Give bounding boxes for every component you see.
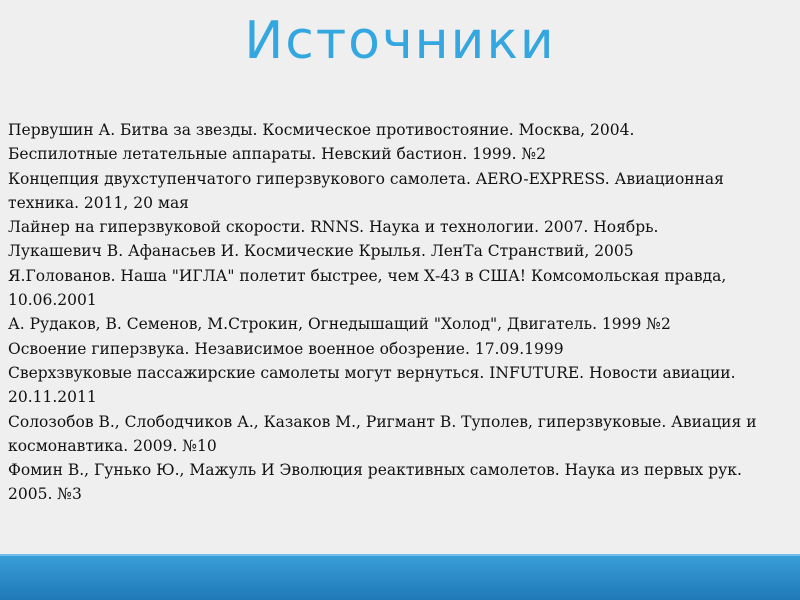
source-item: Лукашевич В. Афанасьев И. Космические Крылья. ЛенТа Странствий, 2005: [8, 242, 634, 261]
source-item: А. Рудаков, В. Семенов, М.Строкин, Огнедышащий "Холод", Двигатель. 1999 №2: [8, 315, 671, 334]
source-item: Концепция двухступенчатого гиперзвукового самолета. AERO-EXPRESS. Авиационная техника. 2011, 20 мая: [8, 169, 724, 212]
slide-title: Источники: [244, 11, 556, 71]
source-item: Беспилотные летательные аппараты. Невский бастион. 1999. №2: [8, 145, 547, 164]
sources-list: [8, 118, 788, 507]
footer-bar-highlight: [0, 554, 800, 556]
footer-bar: [0, 554, 800, 600]
source-item: Лайнер на гиперзвуковой скорости. RNNS. Наука и технологии. 2007. Ноябрь.: [8, 218, 659, 237]
source-item: Сверхзвуковые пассажирские самолеты могут вернуться. INFUTURE. Новости авиации. 20.11.2011: [8, 363, 736, 407]
source-item: Фомин В., Гунько Ю., Мажуль И Эволюция реактивных самолетов. Наука из первых рук. 2005. №3: [8, 461, 742, 504]
source-item: Первушин А. Битва за звезды. Космическое противостояние. Москва, 2004.: [8, 121, 635, 139]
source-item: Освоение гиперзвука. Независимое военное обозрение. 17.09.1999: [8, 339, 564, 358]
source-item: Я.Голованов. Наша "ИГЛА" полетит быстрее, чем Х-43 в США! Комсомольская правда, 10.06.2001: [8, 266, 727, 310]
source-item: Солозобов В., Слободчиков А., Казаков М., Ригмант В. Туполев, гиперзвуковые. Авиация и космонавтика. 2009. №10: [8, 412, 757, 455]
